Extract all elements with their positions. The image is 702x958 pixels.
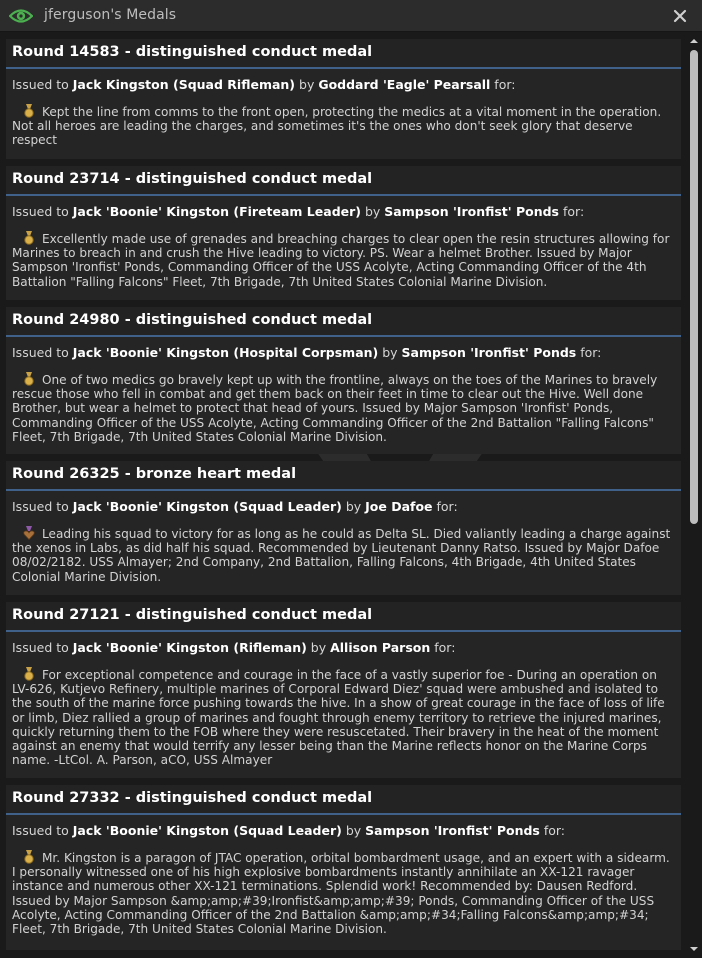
medal-issued-line: Issued to Jack 'Boonie' Kingston (Squad Leader) by Joe Dafoe for: [12,499,458,514]
medal-issued-line: Issued to Jack Kingston (Squad Rifleman) by Goddard 'Eagle' Pearsall for: [12,77,516,92]
medal-issuer: Allison Parson [330,640,431,655]
medal-recipient: Jack 'Boonie' Kingston (Squad Leader) [72,823,342,838]
scroll-up-arrow-icon[interactable] [689,36,699,46]
medal-entry [6,39,681,159]
distinguished-medal-icon [22,372,36,386]
medal-citation: Leading his squad to victory for as long as he could as Delta SL. Died valiantly leading a charge against the xenos in Labs, as did half his squad. Recommended by Lieutenant Danny Ratso. Issued by Major Dafoe 08/02/2182. USS Almayer; 2nd Company, 2nd Battalion, Falling Falcons, 4th Brigade, 4th United States Colonial Marine Division. [12,527,671,584]
medal-recipient: Jack Kingston (Squad Rifleman) [72,77,296,92]
distinguished-medal-icon [22,104,36,118]
close-button[interactable] [670,6,690,26]
medal-issued-line: Issued to Jack 'Boonie' Kingston (Rifleman) by Allison Parson for: [12,640,456,655]
medal-title: Round 23714 - distinguished conduct medal [6,166,681,196]
window-title: jferguson's Medals [44,7,177,23]
medal-title: Round 24980 - distinguished conduct medal [6,307,681,337]
close-icon [670,6,690,26]
medal-title: Round 27332 - distinguished conduct medal [6,785,681,815]
medal-recipient: Jack 'Boonie' Kingston (Fireteam Leader) [72,204,361,219]
medal-issuer: Goddard 'Eagle' Pearsall [318,77,491,92]
medal-citation: For exceptional competence and courage in the face of a vastly superior foe - During an operation on LV-626, Kutjevo Refinery, multiple marines of Corporal Edward Diez' squad were ambushed and isolated to the south of the marine force pushing towards the hive. In a show of great courage in the face of loss of life or limb, Diez rallied a group of marines and fought through enemy territory to retrieve the injured marines, quickly returning them to the FOB where they were resuscetated. Their bravery in the heat of the moment against an enemy that would terrify any lesser being than the Marine reflects honor on the Marine Corps name. -LtCol. A. Parson, aCO, USS Almayer [12,668,665,768]
distinguished-medal-icon [22,850,36,864]
medal-issued-line: Issued to Jack 'Boonie' Kingston (Hospital Corpsman) by Sampson 'Ironfist' Ponds for: [12,345,602,360]
distinguished-medal-icon [22,231,36,245]
medal-list[interactable] [0,32,686,958]
medal-citation: Excellently made use of grenades and breaching charges to clear open the resin structures allowing for Marines to breach in and crush the Hive leading to victory. PS. Wear a helmet Brother. Issued by Major Sampson 'Ironfist' Ponds, Commanding Officer of the USS Acolyte, Acting Commanding Officer of the 4th Battalion "Falling Falcons" Fleet, 7th Brigade, 7th United States Colonial Marine Division. [12,232,670,289]
distinguished-medal-icon [22,667,36,681]
medal-issuer: Joe Dafoe [365,499,433,514]
medal-title: Round 14583 - distinguished conduct medal [6,39,681,69]
eye-icon [9,6,33,26]
medal-issuer: Sampson 'Ironfist' Ponds [365,823,540,838]
medal-issued-line: Issued to Jack 'Boonie' Kingston (Fireteam Leader) by Sampson 'Ironfist' Ponds for: [12,204,585,219]
title-bar [0,0,702,32]
medal-recipient: Jack 'Boonie' Kingston (Hospital Corpsman) [72,345,379,360]
vertical-scrollbar[interactable] [686,32,702,958]
scrollbar-thumb[interactable] [690,50,698,524]
medal-citation: Mr. Kingston is a paragon of JTAC operation, orbital bombardment usage, and an expert with a sidearm. I personally witnessed one of his high explosive bombardments instantly annihilate an XX-121 ravager instance and numerous other XX-121 terminations. Splendid work! Recommended by: Dausen Redford. Issued by Major Sampson &amp;amp;#39;Ironfist&amp;amp;#39; Ponds, Commanding Officer of the USS Acolyte, Acting Commanding Officer of the 2nd Battalion &amp;amp;#34;Falling Falcons&amp;amp;#34; Fleet, 7th Brigade, 7th United States Colonial Marine Division. [12,851,670,937]
medal-title: Round 26325 - bronze heart medal [6,461,681,491]
medal-entry [6,166,681,300]
medal-issuer: Sampson 'Ironfist' Ponds [401,345,577,360]
medal-entry [6,602,681,778]
bronze-heart-medal-icon [22,526,36,540]
medal-title: Round 27121 - distinguished conduct medal [6,602,681,632]
scroll-down-arrow-icon[interactable] [689,944,699,954]
medal-citation: One of two medics go bravely kept up with the frontline, always on the toes of the Marines to bravely rescue those who fell in combat and get them back on their feet in time to clear out the Hive. Well done Brother, but wear a helmet to protect that head of yours. Issued by Major Sampson 'Ironfist' Ponds, Commanding Officer of the USS Acolyte, Acting Commanding Officer of the 2nd Battalion "Falling Falcons" Fleet, 7th Brigade, 7th United States Colonial Marine Division. [12,373,658,444]
medal-issuer: Sampson 'Ironfist' Ponds [384,204,559,219]
medal-entry [6,461,681,595]
medal-entry [6,785,681,950]
medal-issued-line: Issued to Jack 'Boonie' Kingston (Squad Leader) by Sampson 'Ironfist' Ponds for: [12,823,566,838]
medal-recipient: Jack 'Boonie' Kingston (Rifleman) [72,640,307,655]
medal-recipient: Jack 'Boonie' Kingston (Squad Leader) [72,499,342,514]
medal-citation: Kept the line from comms to the front open, protecting the medics at a vital moment in the operation. Not all heroes are leading the charges, and sometimes it's the ones who don't seek glory that deserve respect [12,105,662,148]
medal-entry [6,307,681,454]
